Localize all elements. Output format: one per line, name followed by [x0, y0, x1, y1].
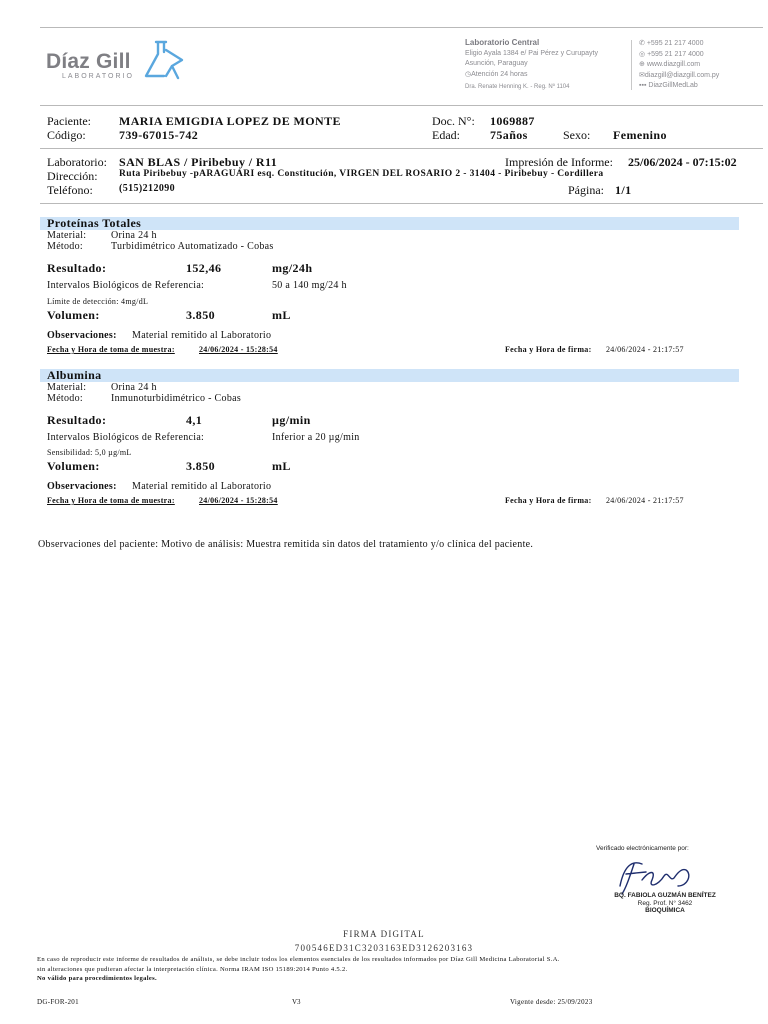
sample-date-label: Fecha y Hora de toma de muestra:	[47, 496, 175, 505]
contact-email: ✉diazgill@diazgill.com.py	[639, 71, 720, 79]
reference-value: Inferior a 20 µg/min	[272, 432, 360, 443]
method-value: Inmunoturbidimétrico - Cobas	[111, 393, 242, 404]
patient-observations: Observaciones del paciente: Motivo de análisis: Muestra remitida sin datos del tratamiento y/o clínica del paciente.	[38, 539, 534, 550]
lab-director: Dra. Renate Henning K. - Reg. Nº 1104	[465, 84, 570, 90]
result-value: 152,46	[186, 261, 222, 275]
result-unit: µg/min	[272, 413, 311, 427]
phone-label: Teléfono:	[47, 183, 93, 197]
header-vertical-divider	[631, 40, 632, 90]
patient-rule	[40, 148, 763, 149]
sign-date: 24/06/2024 - 21:17:57	[606, 345, 684, 354]
volume-value: 3.850	[186, 308, 215, 322]
test-title: Proteínas Totales	[47, 216, 142, 230]
patient-name: MARIA EMIGDIA LOPEZ DE MONTE	[119, 114, 341, 128]
digital-signature-hash: 700546ED31C3203163ED3126203163	[294, 943, 474, 953]
clock-icon: ◷	[465, 70, 472, 78]
top-rule	[40, 27, 763, 28]
phone-icon: ✆	[639, 40, 645, 47]
lab-info-block	[465, 38, 630, 93]
observations-label: Observaciones:	[47, 330, 117, 341]
signer-title: BIOQUÍMICA	[645, 907, 685, 914]
print-date-label: Impresión de Informe:	[505, 155, 613, 169]
test-title: Albumina	[47, 368, 102, 382]
sign-date-label: Fecha y Hora de firma:	[505, 496, 592, 505]
observations-value: Material remitido al Laboratorio	[132, 330, 272, 341]
age-label: Edad:	[432, 128, 460, 142]
patient-code-label: Código:	[47, 128, 86, 142]
whatsapp-icon: ◎	[639, 50, 646, 58]
print-date: 25/06/2024 - 07:15:02	[628, 155, 737, 169]
contact-phone-2: ◎ +595 21 217 4000	[639, 50, 704, 58]
signer-name: BQ. FABIOLA GUZMÁN BENÍTEZ	[614, 892, 716, 899]
contact-phone-1: ✆ +595 21 217 4000	[639, 40, 704, 47]
form-code: DG-FOR-201	[37, 998, 79, 1006]
contact-block	[639, 39, 759, 92]
material-label: Material:	[47, 230, 87, 241]
legal-line-3: No válido para procedimientos legales.	[37, 975, 157, 982]
globe-icon: ⊕	[639, 61, 645, 68]
method-label: Método:	[47, 393, 83, 404]
result-value: 4,1	[186, 413, 203, 427]
reference-value: 50 a 140 mg/24 h	[272, 280, 347, 291]
social-icons: ▪▪▪	[639, 82, 647, 89]
observations-label: Observaciones:	[47, 481, 117, 492]
reference-label: Intervalos Biológicos de Referencia:	[47, 432, 205, 443]
result-label: Resultado:	[47, 413, 107, 427]
handwritten-signature	[612, 856, 702, 896]
signer-registration: Reg. Prof. N° 3462	[637, 899, 693, 907]
lab-value: SAN BLAS / Piribebuy / R11	[119, 155, 278, 169]
verified-label: Verificado electrónicamente por:	[596, 845, 689, 852]
sex-value: Femenino	[613, 128, 667, 142]
address-value: Ruta Piribebuy -pARAGUARI esq. Constitución, VIRGEN DEL ROSARIO 2 - 31404 - Piribebuy - Cordillera	[119, 169, 604, 179]
doc-label: Doc. N°:	[432, 114, 475, 128]
volume-label: Volumen:	[47, 308, 100, 322]
page-label: Página:	[568, 183, 604, 197]
sample-date-label: Fecha y Hora de toma de muestra:	[47, 345, 175, 354]
material-label: Material:	[47, 382, 87, 393]
volume-label: Volumen:	[47, 459, 100, 473]
contact-social: ▪▪▪ DiazGillMedLab	[639, 82, 698, 89]
volume-value: 3.850	[186, 459, 215, 473]
signer-block	[600, 892, 730, 915]
reference-label: Intervalos Biológicos de Referencia:	[47, 280, 205, 291]
lab-label: Laboratorio:	[47, 155, 107, 169]
lab-title: Laboratorio Central	[465, 38, 540, 47]
page-value: 1/1	[615, 183, 632, 197]
doc-number: 1069887	[490, 114, 535, 128]
sample-date: 24/06/2024 - 15:28:54	[199, 496, 278, 505]
digital-signature-title: FIRMA DIGITAL	[343, 929, 425, 939]
legal-line-1: En caso de reproducir este informe de resultados de análisis, se debe incluir todos los elementos esenciales de los resultados informados por Díaz Gill Medicina Laboratorial S.A.	[37, 956, 560, 963]
method-label: Método:	[47, 241, 83, 252]
patient-name-label: Paciente:	[47, 114, 91, 128]
material-value: Orina 24 h	[111, 382, 157, 393]
contact-web: ⊕ www.diazgill.com	[639, 61, 701, 68]
volume-unit: mL	[272, 459, 291, 473]
result-label: Resultado:	[47, 261, 107, 275]
lab-hours: ◷Atención 24 horas	[465, 70, 528, 78]
method-value: Turbidimétrico Automatizado - Cobas	[111, 241, 274, 252]
logo-subtitle: LABORATORIO	[62, 73, 134, 80]
legal-line-2: sin alteraciones que pudieran afectar la interpretación clínica. Norma IRAM ISO 15189:2014 Punto 4.5.2.	[37, 966, 348, 973]
logo-name: Díaz Gill	[46, 50, 131, 73]
volume-unit: mL	[272, 308, 291, 322]
sign-date-label: Fecha y Hora de firma:	[505, 345, 592, 354]
test-header-bar	[40, 369, 739, 382]
sample-date: 24/06/2024 - 15:28:54	[199, 345, 278, 354]
lab-address-1: Eligio Ayala 1384 e/ Pai Pérez y Curupayty	[465, 49, 598, 57]
sign-date: 24/06/2024 - 21:17:57	[606, 496, 684, 505]
material-value: Orina 24 h	[111, 230, 157, 241]
sensitivity-note: Sensibilidad: 5,0 µg/mL	[47, 448, 132, 457]
lab-rule	[40, 203, 763, 204]
age-value: 75años	[490, 128, 528, 142]
detection-note: Límite de detección: 4mg/dL	[47, 297, 149, 306]
result-unit: mg/24h	[272, 261, 313, 275]
lab-address-2: Asunción, Paraguay	[465, 60, 528, 67]
mail-icon: ✉	[639, 71, 645, 79]
observations-value: Material remitido al Laboratorio	[132, 481, 272, 492]
test-header-bar	[40, 217, 739, 230]
phone-value: (515)212090	[119, 183, 176, 194]
address-label: Dirección:	[47, 169, 98, 183]
patient-code: 739-67015-742	[119, 128, 199, 142]
flask-icon	[142, 40, 184, 82]
form-valid-from: Vigente desde: 25/09/2023	[510, 998, 593, 1006]
form-version: V3	[292, 998, 301, 1006]
sex-label: Sexo:	[563, 128, 591, 142]
logo	[46, 44, 186, 84]
header-rule	[40, 105, 763, 106]
